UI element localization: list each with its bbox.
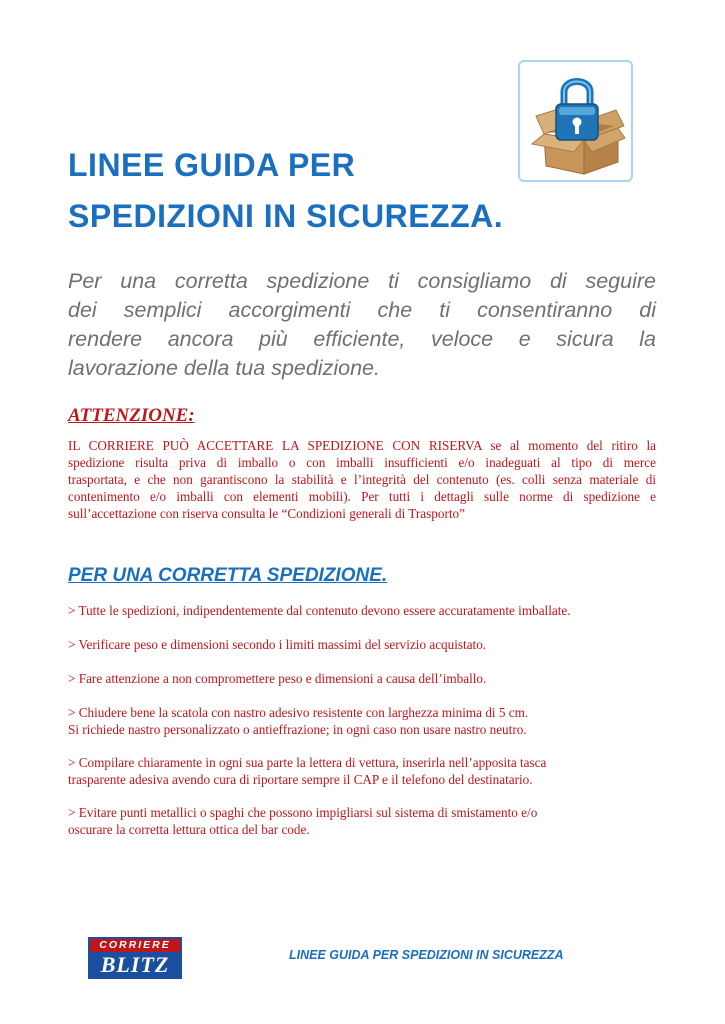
attention-line: sull’accettazione con riserva consulta le “Condizioni generali di Trasporto” — [68, 506, 465, 521]
intro-line: dei semplici accorgimenti che ti consentiranno di — [68, 298, 656, 322]
guideline-item — [68, 804, 658, 838]
guideline-text: > Evitare punti metallici o spaghi che possono impigliarsi sul sistema di smistamento e/o — [68, 805, 538, 820]
intro-paragraph — [68, 267, 656, 383]
attention-line: spedizione risulta priva di imballo o con imballi insufficienti e/o inadeguati al tipo di merce — [68, 455, 656, 470]
guideline-text: > Compilare chiaramente in ogni sua parte la lettera di vettura, inserirla nell’apposita tasca — [68, 755, 547, 770]
guideline-item — [68, 670, 658, 687]
corriere-blitz-logo — [88, 937, 182, 979]
title-line-1: LINEE GUIDA PER — [68, 147, 356, 183]
guideline-text: Si richiede nastro personalizzato o antieffrazione; in ogni caso non usare nastro neutro. — [68, 722, 527, 737]
guideline-list — [68, 602, 658, 838]
guideline-text: > Fare attenzione a non compromettere peso e dimensioni a causa dell’imballo. — [68, 671, 487, 686]
attention-paragraph — [68, 437, 656, 522]
guideline-text: trasparente adesiva avendo cura di riportare sempre il CAP e il telefono del destinatario. — [68, 772, 533, 787]
guideline-text: > Verificare peso e dimensioni secondo i limiti massimi del servizio acquistato. — [68, 637, 487, 652]
intro-line: lavorazione della tua spedizione. — [68, 356, 380, 380]
logo-bottom-text: BLITZ — [100, 952, 170, 977]
logo-top-text: CORRIERE — [90, 939, 180, 952]
page-title — [68, 140, 608, 242]
attention-line: contenimento e/o imballi con elementi mobili). Per tutti i dettagli sulle norme di spedizione e — [68, 489, 656, 504]
attention-line: trasportata, e che non garantiscono la stabilità e l’integrità del contenuto (es. colli senza materiale di — [68, 472, 656, 487]
guideline-item — [68, 704, 658, 738]
attention-heading: ATTENZIONE: — [68, 405, 195, 426]
footer-title: LINEE GUIDA PER SPEDIZIONI IN SICUREZZA — [289, 948, 564, 962]
title-line-2: SPEDIZIONI IN SICUREZZA. — [68, 198, 504, 234]
guideline-item — [68, 754, 658, 788]
intro-line: rendere ancora più efficiente, veloce e sicura la — [68, 327, 656, 351]
guideline-text: > Tutte le spedizioni, indipendentemente dal contenuto devono essere accuratamente imballate. — [68, 603, 571, 618]
section-heading: PER UNA CORRETTA SPEDIZIONE. — [68, 565, 388, 586]
intro-line: Per una corretta spedizione ti consigliamo di seguire — [68, 269, 656, 293]
guideline-item — [68, 636, 658, 653]
attention-line: IL CORRIERE PUÒ ACCETTARE LA SPEDIZIONE CON RISERVA se al momento del ritiro la — [68, 438, 656, 453]
guideline-text: > Chiudere bene la scatola con nastro adesivo resistente con larghezza minima di 5 cm. — [68, 705, 529, 720]
guideline-item — [68, 602, 658, 619]
guideline-text: oscurare la corretta lettura ottica del bar code. — [68, 822, 310, 837]
